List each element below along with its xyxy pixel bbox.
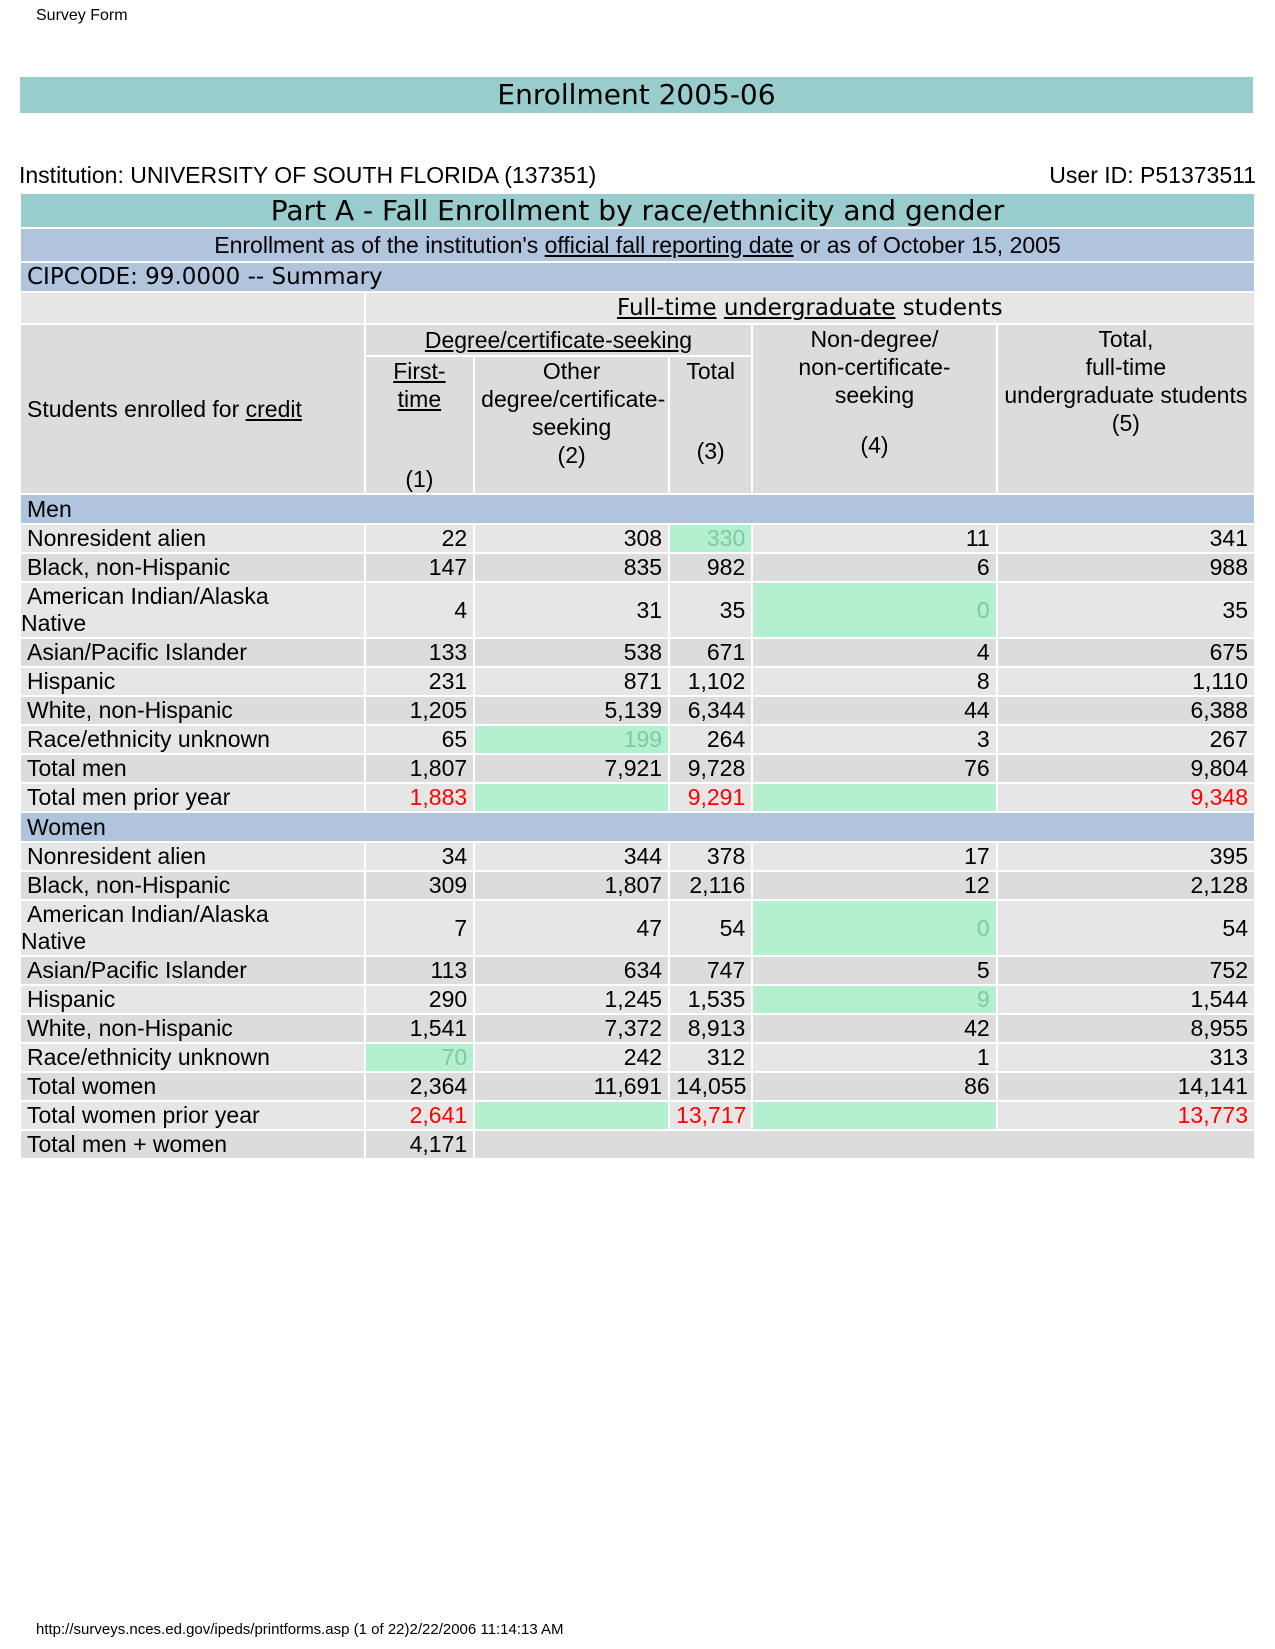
enrollment-table (19, 192, 1256, 1160)
table-row (21, 986, 1254, 1013)
row-label: Hispanic (21, 986, 364, 1013)
cell-degree-total[interactable]: 8,913 (670, 1015, 751, 1042)
cell-first-time[interactable]: 1,205 (366, 697, 474, 724)
cell-first-time[interactable]: 2,364 (366, 1073, 474, 1100)
cell-other-degree (475, 784, 668, 811)
first-time-link[interactable]: First-time (393, 358, 446, 412)
col3-header (670, 357, 751, 493)
credit-header (21, 325, 364, 493)
table-row (21, 554, 1254, 581)
reporting-date-suffix: or as of October 15, 2005 (793, 231, 1061, 258)
cell-non-degree[interactable]: 12 (753, 872, 995, 899)
cell-first-time: 4,171 (366, 1131, 474, 1158)
cell-first-time[interactable]: 1,541 (366, 1015, 474, 1042)
row-label: Total men prior year (21, 784, 364, 811)
col2-title-b: degree/certificate- (481, 386, 666, 412)
row-label: Asian/Pacific Islander (21, 639, 364, 666)
cell-total-full-time[interactable]: 2,128 (998, 872, 1254, 899)
table-row (21, 726, 1254, 753)
col5-num: (5) (1111, 410, 1140, 436)
cell-other-degree[interactable]: 11,691 (475, 1073, 668, 1100)
cell-total-full-time[interactable]: 267 (998, 726, 1254, 753)
row-label (21, 901, 364, 955)
cell-degree-total[interactable]: 14,055 (670, 1073, 751, 1100)
men-section-label: Men (21, 495, 1254, 523)
cell-non-degree[interactable]: 3 (753, 726, 995, 753)
degree-seeking-header (366, 325, 752, 355)
row-label: White, non-Hispanic (21, 697, 364, 724)
row-label: Total men (21, 755, 364, 782)
table-row (21, 697, 1254, 724)
cell-non-degree[interactable]: 76 (753, 755, 995, 782)
cell-total-full-time[interactable]: 14,141 (998, 1073, 1254, 1100)
cell-total-full-time[interactable]: 1,544 (998, 986, 1254, 1013)
undergraduate-link[interactable]: undergraduate (723, 295, 896, 321)
cell-first-time[interactable]: 1,807 (366, 755, 474, 782)
row-label: Race/ethnicity unknown (21, 726, 364, 753)
cell-total-full-time: 13,773 (998, 1102, 1254, 1129)
col5-title-b: full-time (1085, 354, 1167, 380)
table-row (21, 668, 1254, 695)
cell-total-full-time[interactable]: 752 (998, 957, 1254, 984)
table-row (21, 755, 1254, 782)
cell-non-degree[interactable]: 5 (753, 957, 995, 984)
table-row (21, 1102, 1254, 1129)
col1-header (366, 357, 474, 493)
cell-total-full-time[interactable]: 313 (998, 1044, 1254, 1071)
cell-total-full-time[interactable]: 9,804 (998, 755, 1254, 782)
cell-non-degree[interactable]: 0 (753, 901, 995, 955)
cell-first-time[interactable]: 4 (366, 583, 474, 637)
cell-total-full-time: 9,348 (998, 784, 1254, 811)
cell-total-full-time[interactable]: 35 (998, 583, 1254, 637)
cell-non-degree[interactable]: 86 (753, 1073, 995, 1100)
col5-header (998, 325, 1254, 493)
full-time-undergrad-header (366, 293, 1254, 323)
cell-non-degree (753, 784, 995, 811)
cell-other-degree[interactable]: 5,139 (475, 697, 668, 724)
table-row (21, 784, 1254, 811)
credit-prefix: Students enrolled for (27, 395, 246, 422)
cell-degree-total[interactable]: 1,102 (670, 668, 751, 695)
cipcode: CIPCODE: 99.0000 -- Summary (21, 263, 1254, 291)
cell-other-degree[interactable]: 538 (475, 639, 668, 666)
cell-degree-total[interactable]: 378 (670, 843, 751, 870)
cell-other-degree[interactable]: 31 (475, 583, 668, 637)
cell-total-full-time[interactable]: 8,955 (998, 1015, 1254, 1042)
cell-total-full-time[interactable]: 54 (998, 901, 1254, 955)
cell-other-degree[interactable]: 1,807 (475, 872, 668, 899)
table-row (21, 843, 1254, 870)
cell-total-full-time[interactable]: 675 (998, 639, 1254, 666)
cell-non-degree[interactable]: 17 (753, 843, 995, 870)
row-label: Total women prior year (21, 1102, 364, 1129)
institution-name: Institution: UNIVERSITY OF SOUTH FLORIDA (137351) (19, 162, 597, 188)
col2-header (475, 357, 668, 493)
cell-other-degree[interactable]: 308 (475, 525, 668, 552)
row-label: Hispanic (21, 668, 364, 695)
cell-first-time[interactable]: 147 (366, 554, 474, 581)
col3-title: Total (686, 358, 735, 384)
reporting-date-line (21, 229, 1254, 261)
col5-title-c: undergraduate students (1004, 382, 1248, 408)
user-id: User ID: P51373511 (1049, 162, 1256, 188)
table-row (21, 639, 1254, 666)
blank-cell (475, 1131, 1254, 1158)
cell-first-time[interactable]: 65 (366, 726, 474, 753)
cell-non-degree[interactable]: 44 (753, 697, 995, 724)
cell-non-degree[interactable]: 1 (753, 1044, 995, 1071)
table-row (21, 1073, 1254, 1100)
cell-other-degree[interactable]: 835 (475, 554, 668, 581)
row-label: Total women (21, 1073, 364, 1100)
cell-first-time[interactable]: 290 (366, 986, 474, 1013)
cell-other-degree[interactable]: 242 (475, 1044, 668, 1071)
cell-degree-total[interactable]: 747 (670, 957, 751, 984)
full-time-link[interactable]: Full-time (616, 295, 717, 321)
table-row (21, 1131, 1254, 1158)
row-label (21, 583, 364, 637)
cell-non-degree[interactable]: 8 (753, 668, 995, 695)
page-footer: http://surveys.nces.ed.gov/ipeds/printforms.asp (1 of 22)2/22/2006 11:14:13 AM (36, 1621, 564, 1638)
col2-title-c: seeking (531, 414, 612, 440)
row-label: Black, non-Hispanic (21, 872, 364, 899)
row-label: Asian/Pacific Islander (21, 957, 364, 984)
cell-other-degree[interactable]: 199 (475, 726, 668, 753)
cell-first-time[interactable]: 309 (366, 872, 474, 899)
cell-degree-total[interactable]: 330 (670, 525, 751, 552)
cell-degree-total[interactable]: 54 (670, 901, 751, 955)
table-row (21, 872, 1254, 899)
credit-link[interactable]: credit (245, 395, 302, 422)
col2-title-a: Other (542, 358, 601, 384)
cell-non-degree[interactable]: 11 (753, 525, 995, 552)
table-row (21, 525, 1254, 552)
header-blank (21, 293, 364, 323)
cell-total-full-time[interactable]: 988 (998, 554, 1254, 581)
degree-seeking-link[interactable]: Degree/certificate-seeking (424, 326, 693, 353)
cell-degree-total[interactable]: 35 (670, 583, 751, 637)
col4-num: (4) (860, 432, 889, 458)
cell-total-full-time[interactable]: 395 (998, 843, 1254, 870)
row-label: White, non-Hispanic (21, 1015, 364, 1042)
cell-degree-total[interactable]: 671 (670, 639, 751, 666)
cell-degree-total[interactable]: 312 (670, 1044, 751, 1071)
cell-first-time[interactable]: 22 (366, 525, 474, 552)
col4-header (753, 325, 995, 493)
cell-degree-total[interactable]: 982 (670, 554, 751, 581)
cell-degree-total[interactable]: 6,344 (670, 697, 751, 724)
cell-non-degree[interactable]: 6 (753, 554, 995, 581)
cell-other-degree[interactable]: 871 (475, 668, 668, 695)
cell-first-time: 1,883 (366, 784, 474, 811)
row-label: Nonresident alien (21, 525, 364, 552)
col1-num: (1) (405, 466, 434, 492)
row-label-line: American Indian/Alaska (27, 583, 269, 609)
cell-degree-total[interactable]: 264 (670, 726, 751, 753)
students-label: students (902, 295, 1003, 321)
cell-degree-total[interactable]: 1,535 (670, 986, 751, 1013)
cell-total-full-time[interactable]: 6,388 (998, 697, 1254, 724)
col2-num: (2) (557, 442, 586, 468)
cell-non-degree[interactable]: 9 (753, 986, 995, 1013)
col5-title-a: Total, (1098, 326, 1154, 352)
cell-degree-total[interactable]: 9,728 (670, 755, 751, 782)
cell-other-degree[interactable]: 7,921 (475, 755, 668, 782)
row-label-line: American Indian/Alaska (27, 901, 269, 927)
cell-total-full-time[interactable]: 341 (998, 525, 1254, 552)
row-label: Black, non-Hispanic (21, 554, 364, 581)
cell-degree-total: 9,291 (670, 784, 751, 811)
cell-other-degree[interactable]: 344 (475, 843, 668, 870)
cell-non-degree[interactable]: 4 (753, 639, 995, 666)
page-header: Survey Form (36, 7, 128, 24)
institution-line (19, 162, 1256, 189)
table-row (21, 583, 1254, 637)
row-label: Nonresident alien (21, 843, 364, 870)
row-label-line: Native (21, 610, 87, 636)
cell-non-degree (753, 1102, 995, 1129)
cell-degree-total: 13,717 (670, 1102, 751, 1129)
col4-title-a: Non-degree/ (810, 326, 939, 352)
cell-other-degree[interactable]: 634 (475, 957, 668, 984)
cell-non-degree[interactable]: 42 (753, 1015, 995, 1042)
row-label-line: Native (21, 928, 87, 954)
col3-num: (3) (696, 438, 725, 464)
cell-first-time[interactable]: 7 (366, 901, 474, 955)
reporting-date-prefix: Enrollment as of the institution's (214, 231, 545, 258)
form-title: Enrollment 2005-06 (20, 77, 1253, 113)
cell-first-time[interactable]: 113 (366, 957, 474, 984)
cell-total-full-time[interactable]: 1,110 (998, 668, 1254, 695)
col4-title-b: non-certificate-seeking (798, 354, 951, 408)
row-label: Total men + women (21, 1131, 364, 1158)
table-row (21, 1044, 1254, 1071)
cell-other-degree (475, 1102, 668, 1129)
women-section-label: Women (21, 813, 1254, 841)
cell-first-time[interactable]: 231 (366, 668, 474, 695)
cell-other-degree[interactable]: 7,372 (475, 1015, 668, 1042)
table-row (21, 957, 1254, 984)
cell-degree-total[interactable]: 2,116 (670, 872, 751, 899)
cell-first-time: 2,641 (366, 1102, 474, 1129)
table-row (21, 901, 1254, 955)
cell-first-time[interactable]: 133 (366, 639, 474, 666)
cell-first-time[interactable]: 34 (366, 843, 474, 870)
table-row (21, 1015, 1254, 1042)
cell-other-degree[interactable]: 47 (475, 901, 668, 955)
cell-non-degree[interactable]: 0 (753, 583, 995, 637)
cell-other-degree[interactable]: 1,245 (475, 986, 668, 1013)
part-title: Part A - Fall Enrollment by race/ethnicity and gender (21, 194, 1254, 227)
cell-first-time[interactable]: 70 (366, 1044, 474, 1071)
official-fall-reporting-date-link[interactable]: official fall reporting date (544, 231, 794, 258)
row-label: Race/ethnicity unknown (21, 1044, 364, 1071)
